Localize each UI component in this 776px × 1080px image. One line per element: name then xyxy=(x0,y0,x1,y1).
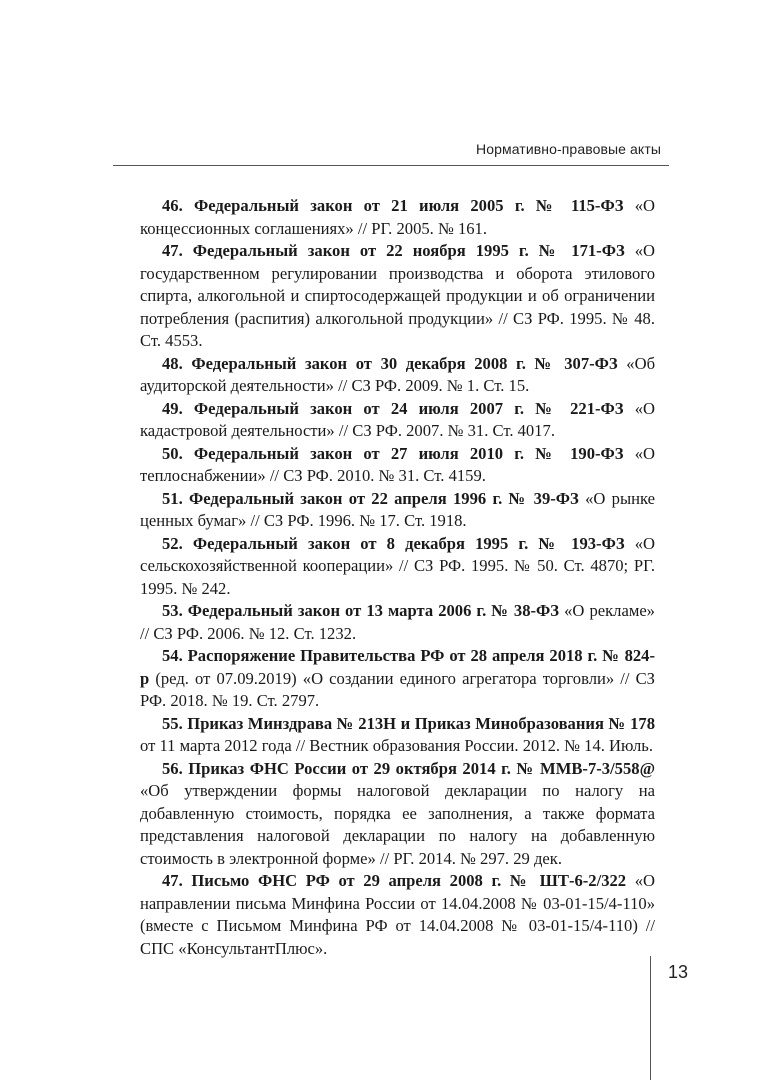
reference-details: «Об утверждении формы налоговой декларации по налогу на добавленную стоимость, порядка ее заполнения, а также формата представления налоговой декларации по налогу на добавленную стоимость в электронной форме» // РГ. 2014. № 297. 29 дек. xyxy=(140,781,655,868)
reference-title: 55. Приказ Минздрава № 213Н и Приказ Минобразования № 178 xyxy=(162,713,655,733)
reference-entry xyxy=(140,488,655,533)
reference-details: «О рынке ценных бумаг» // СЗ РФ. 1996. № 17. Ст. 1918. xyxy=(140,488,655,530)
reference-entry xyxy=(140,533,655,601)
reference-title: 47. Федеральный закон от 22 ноября 1995 г. № 171-ФЗ xyxy=(162,241,625,260)
reference-details: «О направлении письма Минфина России от 14.04.2008 № 03-01-15/4-110» (вместе с Письмом Минфина РФ от 14.04.2008 № 03-01-15/4-110) // СПС «КонсультантПлюс». xyxy=(140,871,655,958)
reference-details: «О рекламе» // СЗ РФ. 2006. № 12. Ст. 1232. xyxy=(140,601,655,643)
reference-details: «О кадастровой деятельности» // СЗ РФ. 2007. № 31. Ст. 4017. xyxy=(140,398,655,440)
reference-details: «О государственном регулировании производства и оборота этилового спирта, алкогольной и спиртосодержащей продукции и об ограничении потребления (распития) алкогольной продукции» // СЗ РФ. 1995. № 48. Ст. 4553. xyxy=(140,241,655,350)
reference-entry xyxy=(140,398,655,443)
reference-details: (ред. от 07.09.2019) «О создании единого агрегатора торговли» // СЗ РФ. 2018. № 19. Ст. 2797. xyxy=(140,668,655,710)
page-number-rule xyxy=(650,956,651,1080)
header-rule xyxy=(113,165,669,166)
reference-entry xyxy=(140,353,655,398)
reference-entry xyxy=(140,240,655,353)
reference-title: 52. Федеральный закон от 8 декабря 1995 г. № 193-ФЗ xyxy=(162,533,625,553)
reference-title: 54. Распоряжение Правительства РФ от 28 апреля 2018 г. № 824-р xyxy=(140,646,655,688)
reference-entry xyxy=(140,443,655,488)
reference-title: 49. Федеральный закон от 24 июля 2007 г. № 221-ФЗ xyxy=(162,398,624,418)
running-header: Нормативно-правовые акты xyxy=(476,141,661,157)
reference-title: 46. Федеральный закон от 21 июля 2005 г. № 115-ФЗ xyxy=(162,196,624,215)
reference-entry xyxy=(140,600,655,645)
reference-details: «Об аудиторской деятельности» // СЗ РФ. 2009. № 1. Ст. 15. xyxy=(140,353,656,395)
reference-entry xyxy=(140,645,655,713)
reference-details: от 11 марта 2012 года // Вестник образования России. 2012. № 14. Июль. xyxy=(140,736,654,755)
reference-entry xyxy=(140,758,655,871)
reference-details: «О сельскохозяйственной кооперации» // СЗ РФ. 1995. № 50. Ст. 4870; РГ. 1995. № 242. xyxy=(140,533,655,598)
page-number: 13 xyxy=(668,962,689,982)
reference-entry xyxy=(140,195,655,240)
reference-title: 50. Федеральный закон от 27 июля 2010 г. № 190-ФЗ xyxy=(162,443,624,463)
reference-entry xyxy=(140,870,655,960)
reference-title: 51. Федеральный закон от 22 апреля 1996 г. № 39-ФЗ xyxy=(162,488,579,508)
reference-entry xyxy=(140,713,655,758)
reference-details: «О теплоснабжении» // СЗ РФ. 2010. № 31. Ст. 4159. xyxy=(140,443,655,485)
reference-title: 47. Письмо ФНС РФ от 29 апреля 2008 г. № ШТ-6-2/322 xyxy=(162,871,627,890)
reference-details: «О концессионных соглашениях» // РГ. 2005. № 161. xyxy=(140,196,655,238)
reference-title: 53. Федеральный закон от 13 марта 2006 г. № 38-ФЗ xyxy=(162,601,560,620)
reference-title: 48. Федеральный закон от 30 декабря 2008 г. № 307-ФЗ xyxy=(162,353,618,373)
references-list xyxy=(140,195,655,960)
reference-title: 56. Приказ ФНС России от 29 октября 2014 г. № ММВ-7-3/558@ xyxy=(162,758,655,778)
